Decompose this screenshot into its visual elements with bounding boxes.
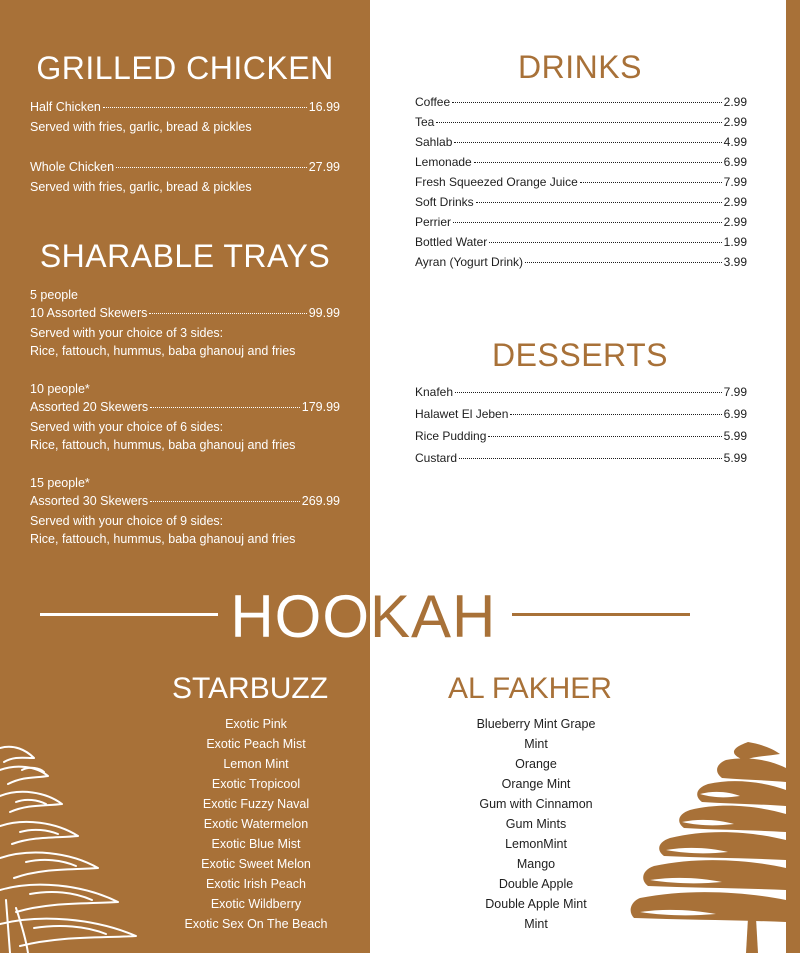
item-name: Lemonade [415,155,472,169]
menu-item-tea [415,112,747,132]
flavor-item: Mango [516,857,556,871]
item-name: Knafeh [415,385,454,399]
item-sides: Rice, fattouch, hummus, baba ghanouj and fries [30,532,296,546]
flavor-item: Exotic Tropicool [211,777,301,791]
item-name: Tea [415,115,435,129]
menu-item-bottled-water [415,232,747,252]
tray-people: 5 people [30,288,78,302]
flavor-item: Mint [524,917,548,931]
menu-item-lemonade [415,152,747,172]
item-price: 2.99 [723,215,747,229]
hookah-title-right: KAH [370,583,497,650]
flavor-item: LemonMint [505,837,567,851]
flavor-item: Exotic Peach Mist [206,737,306,751]
item-price: 2.99 [723,115,747,129]
item-price: 7.99 [723,385,747,399]
starbuzz-title: STARBUZZ [171,672,329,705]
tray-people: 15 people* [30,476,90,490]
item-price: 1.99 [723,235,747,249]
menu-item-sahlab [415,132,747,152]
item-name: Assorted 20 Skewers [30,400,149,414]
item-description: Served with your choice of 6 sides: [30,420,224,434]
leader-dots [150,501,300,502]
right-brown-edge [786,0,800,953]
grilled-chicken-section [30,98,340,196]
flavor-item: Exotic Watermelon [203,817,309,831]
menu-item-perrier [415,212,747,232]
item-price: 269.99 [301,494,340,508]
menu-item-halawet-el-jeben [415,403,747,425]
flavor-item: Orange [515,757,557,771]
item-price: 16.99 [308,100,340,114]
cedar-tree-silhouette-icon [630,742,786,953]
flavor-item: Exotic Blue Mist [211,837,301,851]
tray-people: 10 people* [30,382,90,396]
flavor-item: Orange Mint [501,777,571,791]
menu-item-10-skewers [30,304,340,322]
item-price: 2.99 [723,195,747,209]
flavor-item: Exotic Wildberry [210,897,302,911]
item-name: 10 Assorted Skewers [30,306,148,320]
flavor-item: Gum Mints [505,817,567,831]
item-price: 4.99 [723,135,747,149]
menu-item-ayran [415,252,747,272]
menu-item-coffee [415,92,747,112]
item-sides: Rice, fattouch, hummus, baba ghanouj and fries [30,344,296,358]
leader-dots [474,162,722,163]
menu-item-20-skewers [30,398,340,416]
item-name: Assorted 30 Skewers [30,494,149,508]
leader-dots [489,242,721,243]
grilled-chicken-title: GRILLED CHICKEN [36,50,334,86]
desserts-title: DESSERTS [492,337,668,373]
item-price: 3.99 [723,255,747,269]
flavor-item: Mint [524,737,548,751]
item-name: Ayran (Yogurt Drink) [415,255,524,269]
leader-dots [510,414,721,415]
item-name: Half Chicken [30,100,101,114]
flavor-item: Exotic Sex On The Beach [184,917,328,931]
leader-dots [488,436,721,437]
item-description: Served with fries, garlic, bread & pickles [30,180,252,194]
menu-item-rice-pudding [415,425,747,447]
menu-item-custard [415,447,747,469]
drinks-title: DRINKS [518,49,642,85]
item-price: 5.99 [723,429,747,443]
item-name: Perrier [415,215,452,229]
leader-dots [454,142,721,143]
item-name: Coffee [415,95,451,109]
menu-item-30-skewers [30,492,340,510]
flavor-item: Exotic Fuzzy Naval [202,797,310,811]
item-description: Served with your choice of 9 sides: [30,514,224,528]
flavor-item: Lemon Mint [223,757,289,771]
item-name: Whole Chicken [30,160,115,174]
item-name: Halawet El Jeben [415,407,509,421]
leader-dots [116,167,307,168]
item-price: 5.99 [723,451,747,465]
item-description: Served with fries, garlic, bread & pickles [30,120,252,134]
starbuzz-flavor-list [156,714,356,934]
desserts-section [415,381,747,469]
menu-item-half-chicken [30,98,340,116]
hookah-title-left: HOO [230,583,370,650]
leader-dots [453,222,722,223]
item-price: 99.99 [308,306,340,320]
flavor-item: Double Apple Mint [485,897,587,911]
hookah-rule-left [40,613,218,616]
item-name: Soft Drinks [415,195,474,209]
menu-item-orange-juice [415,172,747,192]
hookah-rule-right [512,613,690,616]
leader-dots [149,313,306,314]
flavor-item: Gum with Cinnamon [479,797,593,811]
menu-item-whole-chicken [30,158,340,176]
item-price: 6.99 [723,155,747,169]
drinks-section [415,92,747,272]
al-fakher-flavor-list [436,714,636,934]
sharable-trays-section [30,286,340,548]
item-name: Sahlab [415,135,453,149]
flavor-item: Exotic Sweet Melon [201,857,311,871]
item-price: 27.99 [308,160,340,174]
item-name: Rice Pudding [415,429,487,443]
menu-item-knafeh [415,381,747,403]
flavor-item: Blueberry Mint Grape [476,717,596,731]
sharable-trays-title: SHARABLE TRAYS [39,238,331,274]
item-price: 7.99 [723,175,747,189]
leader-dots [452,102,722,103]
menu-item-soft-drinks [415,192,747,212]
item-price: 179.99 [301,400,340,414]
item-description: Served with your choice of 3 sides: [30,326,224,340]
item-name: Bottled Water [415,235,488,249]
leader-dots [525,262,722,263]
leader-dots [476,202,722,203]
leader-dots [459,458,722,459]
flavor-item: Exotic Pink [225,717,287,731]
item-price: 6.99 [723,407,747,421]
item-name: Custard [415,451,458,465]
leader-dots [455,392,722,393]
flavor-item: Double Apple [498,877,574,891]
leader-dots [580,182,722,183]
cedar-tree-outline-icon [0,740,140,953]
leader-dots [436,122,721,123]
al-fakher-title: AL FAKHER [448,672,612,705]
item-price: 2.99 [723,95,747,109]
item-sides: Rice, fattouch, hummus, baba ghanouj and fries [30,438,296,452]
item-name: Fresh Squeezed Orange Juice [415,175,578,189]
leader-dots [103,107,307,108]
flavor-item: Exotic Irish Peach [205,877,307,891]
leader-dots [150,407,300,408]
